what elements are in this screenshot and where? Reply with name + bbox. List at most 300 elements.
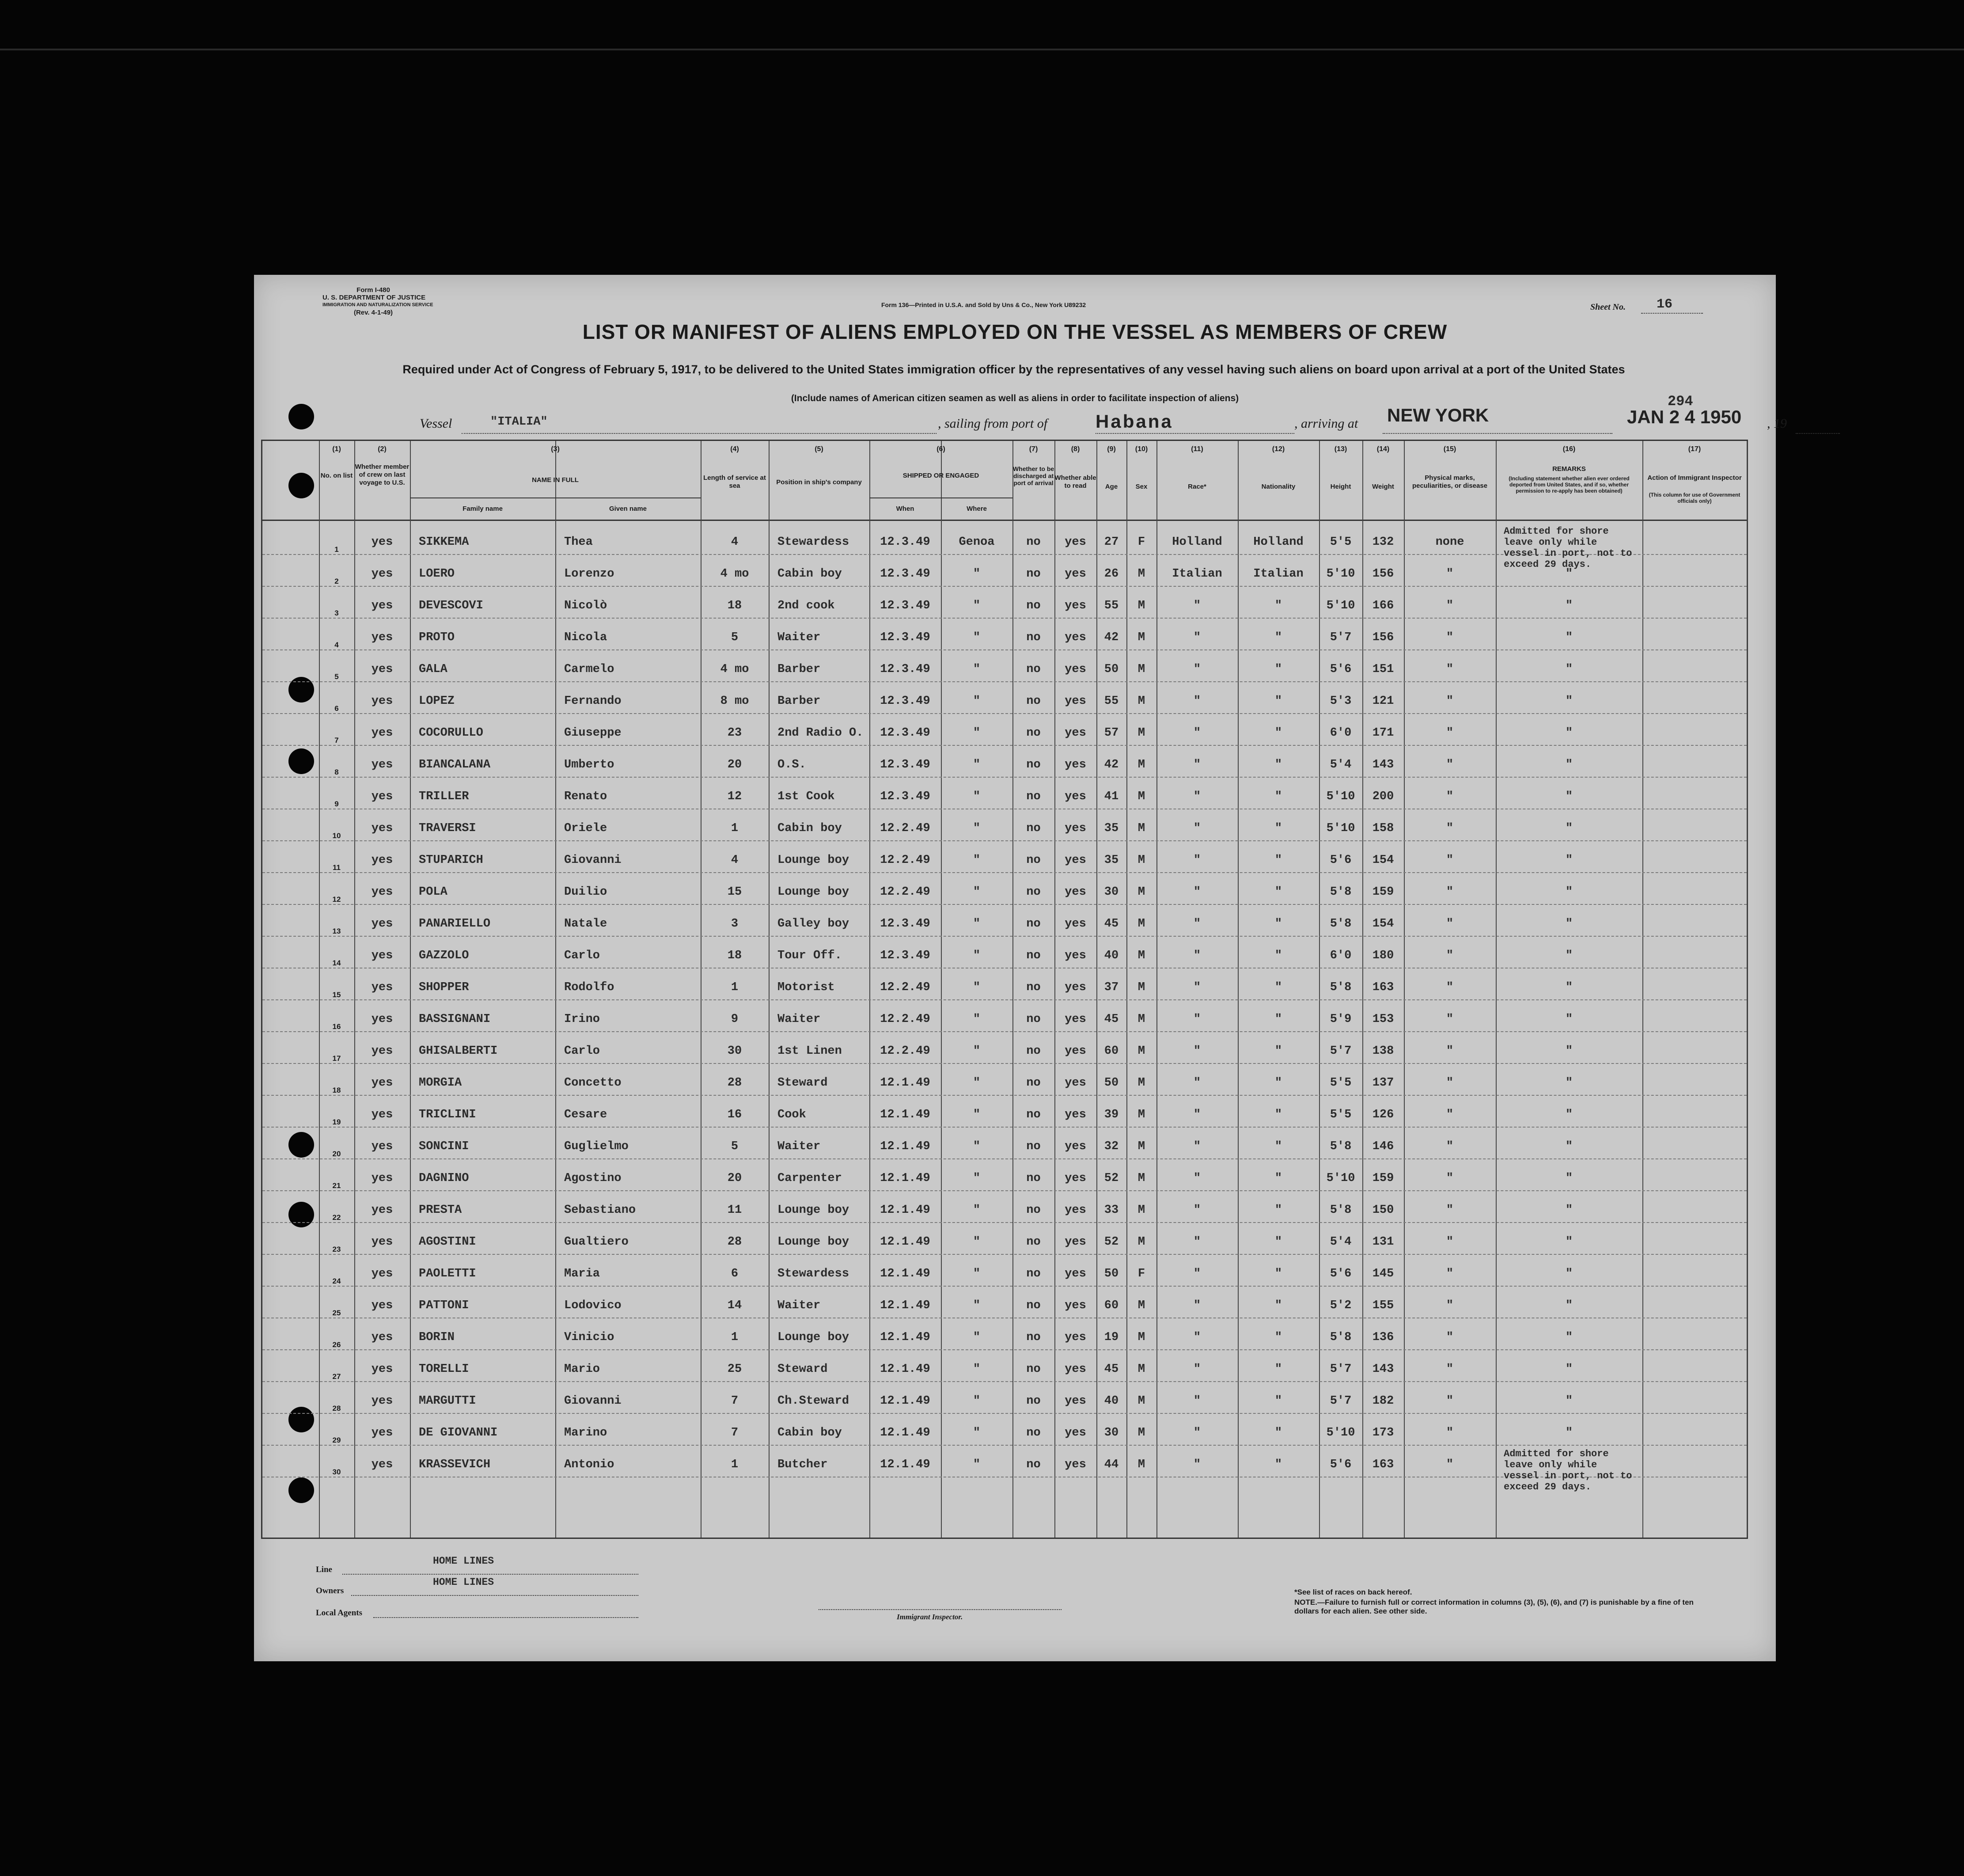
cell-given: Mario [564, 1363, 600, 1376]
cell-age: 30 [1104, 1426, 1119, 1439]
cell-age: 32 [1104, 1140, 1119, 1153]
cell-age: 55 [1104, 599, 1119, 612]
cell-marks: " [1446, 1013, 1454, 1026]
table-row [262, 1446, 1747, 1492]
cell-discharged: no [1026, 1013, 1041, 1026]
cell-position: Butcher [777, 1458, 828, 1471]
cell-service: 15 [727, 885, 742, 899]
row-number: 14 [332, 959, 341, 967]
row-number: 26 [332, 1341, 341, 1349]
sheet-number-label: Sheet No. [1590, 302, 1626, 312]
cell-service: 6 [731, 1267, 739, 1280]
cell-age: 33 [1104, 1204, 1119, 1217]
cell-given: Thea [564, 535, 593, 549]
cell-weight: 151 [1372, 663, 1394, 676]
cell-given: Umberto [564, 758, 614, 771]
table-row [262, 1318, 1747, 1350]
cell-read: yes [1065, 631, 1086, 644]
cell-where: " [973, 1044, 981, 1058]
table-row [262, 523, 1747, 570]
cell-read: yes [1065, 726, 1086, 740]
cell-discharged: no [1026, 631, 1041, 644]
cell-age: 52 [1104, 1172, 1119, 1185]
cell-read: yes [1065, 695, 1086, 708]
arriving-label: , arriving at [1294, 416, 1358, 431]
col-nationality: Nationality [1261, 483, 1296, 490]
cell-given: Lodovico [564, 1299, 622, 1312]
col-where: Where [967, 505, 987, 513]
cell-marks: " [1446, 885, 1454, 899]
cell-weight: 166 [1372, 599, 1394, 612]
cell-weight: 163 [1372, 1458, 1394, 1471]
cell-marks: " [1446, 981, 1454, 994]
cell-height: 5'6 [1330, 854, 1352, 867]
row-number: 20 [332, 1150, 341, 1158]
cell-nationality: " [1274, 1458, 1282, 1471]
cell-height: 5'9 [1330, 1013, 1352, 1026]
row-number: 16 [332, 1022, 341, 1031]
cell-discharged: no [1026, 1458, 1041, 1471]
cell-position: 1st Cook [777, 790, 835, 803]
cell-remarks: " [1565, 631, 1573, 644]
cell-position: Waiter [777, 1013, 821, 1026]
cell-position: Galley boy [777, 917, 849, 930]
cell-where: " [973, 1013, 981, 1026]
cell-where: " [973, 1204, 981, 1217]
line-rule [342, 1574, 638, 1575]
cell-weight: 154 [1372, 917, 1394, 930]
row-number: 19 [332, 1118, 341, 1126]
row-number: 30 [332, 1468, 341, 1476]
cell-crew: yes [371, 1331, 393, 1344]
cell-position: Stewardess [777, 1267, 849, 1280]
cell-marks: " [1446, 1044, 1454, 1058]
cell-read: yes [1065, 981, 1086, 994]
cell-discharged: no [1026, 758, 1041, 771]
cell-service: 30 [727, 1044, 742, 1058]
cell-race: " [1193, 1108, 1201, 1121]
cell-when: 12.3.49 [880, 949, 930, 962]
cell-where: " [973, 599, 981, 612]
cell-family: AGOSTINI [419, 1235, 476, 1249]
cell-position: Steward [777, 1076, 828, 1090]
cell-nationality: " [1274, 1013, 1282, 1026]
cell-where: Genoa [959, 535, 995, 549]
cell-service: 25 [727, 1363, 742, 1376]
cell-discharged: no [1026, 1331, 1041, 1344]
arrival-date-stamp: JAN 2 4 1950 [1627, 406, 1742, 427]
cell-given: Agostino [564, 1172, 622, 1185]
table-row [262, 1382, 1747, 1414]
cell-read: yes [1065, 1394, 1086, 1408]
cell-marks: " [1446, 599, 1454, 612]
cell-read: yes [1065, 1140, 1086, 1153]
col-inspector-instructions: (This column for use of Government officials only) [1649, 492, 1740, 504]
cell-nationality: " [1274, 822, 1282, 835]
cell-race: " [1193, 1044, 1201, 1058]
cell-nationality: " [1274, 758, 1282, 771]
cell-family: GAZZOLO [419, 949, 469, 962]
cell-sex: M [1137, 1044, 1145, 1058]
cell-nationality: " [1274, 1172, 1282, 1185]
cell-when: 12.2.49 [880, 1013, 930, 1026]
cell-when: 12.3.49 [880, 599, 930, 612]
cell-when: 12.1.49 [880, 1108, 930, 1121]
cell-given: Nicola [564, 631, 607, 644]
cell-where: " [973, 758, 981, 771]
table-row [262, 1255, 1747, 1287]
row-number: 22 [332, 1213, 341, 1222]
inspector-signature-line [819, 1609, 1062, 1610]
cell-discharged: no [1026, 1363, 1041, 1376]
cell-when: 12.3.49 [880, 567, 930, 581]
table-row [262, 1287, 1747, 1318]
cell-sex: M [1137, 1013, 1145, 1026]
cell-service: 18 [727, 949, 742, 962]
cell-where: " [973, 949, 981, 962]
cell-position: Barber [777, 663, 821, 676]
cell-race: Holland [1172, 535, 1222, 549]
cell-race: " [1193, 1076, 1201, 1090]
cell-where: " [973, 1363, 981, 1376]
row-number: 6 [334, 704, 339, 713]
cell-family: STUPARICH [419, 854, 483, 867]
cell-crew: yes [371, 790, 393, 803]
cell-nationality: " [1274, 1426, 1282, 1439]
manifest-sheet [254, 275, 1787, 1661]
cell-read: yes [1065, 1044, 1086, 1058]
cell-crew: yes [371, 1044, 393, 1058]
cell-discharged: no [1026, 885, 1041, 899]
cell-marks: " [1446, 1172, 1454, 1185]
cell-race: " [1193, 917, 1201, 930]
vessel-label: Vessel [420, 416, 452, 431]
cell-where: " [973, 631, 981, 644]
cell-weight: 182 [1372, 1394, 1394, 1408]
cell-marks: " [1446, 1108, 1454, 1121]
cell-remarks: " [1565, 726, 1573, 740]
cell-when: 12.2.49 [880, 981, 930, 994]
cell-height: 5'10 [1326, 1426, 1355, 1439]
cell-sex: M [1137, 917, 1145, 930]
cell-where: " [973, 1267, 981, 1280]
table-row [262, 841, 1747, 873]
cell-when: 12.3.49 [880, 535, 930, 549]
cell-height: 5'8 [1330, 917, 1352, 930]
cell-sex: M [1137, 663, 1145, 676]
table-row [262, 619, 1747, 650]
cell-age: 50 [1104, 1267, 1119, 1280]
cell-race: " [1193, 1331, 1201, 1344]
cell-read: yes [1065, 1108, 1086, 1121]
cell-height: 5'5 [1330, 1076, 1352, 1090]
cell-weight: 143 [1372, 1363, 1394, 1376]
cell-crew: yes [371, 854, 393, 867]
col-given-name: Given name [609, 505, 647, 513]
cell-given: Renato [564, 790, 607, 803]
cell-given: Oriele [564, 822, 607, 835]
cell-given: Concetto [564, 1076, 622, 1090]
row-number: 15 [332, 991, 341, 999]
cell-given: Sebastiano [564, 1204, 636, 1217]
table-row [262, 1064, 1747, 1096]
cell-where: " [973, 1108, 981, 1121]
cell-service: 23 [727, 726, 742, 740]
cell-age: 52 [1104, 1235, 1119, 1249]
cell-nationality: Italian [1253, 567, 1304, 581]
cell-marks: " [1446, 822, 1454, 835]
cell-family: GALA [419, 663, 447, 676]
cell-read: yes [1065, 1204, 1086, 1217]
col-shipped-or-engaged: SHIPPED OR ENGAGED [902, 472, 979, 479]
cell-crew: yes [371, 567, 393, 581]
cell-weight: 200 [1372, 790, 1394, 803]
cell-given: Vinicio [564, 1331, 614, 1344]
cell-crew: yes [371, 695, 393, 708]
col17-number: (17) [1688, 445, 1701, 453]
cell-position: Lounge boy [777, 885, 849, 899]
cell-height: 5'10 [1326, 822, 1355, 835]
cell-discharged: no [1026, 1267, 1041, 1280]
cell-marks: " [1446, 726, 1454, 740]
cell-read: yes [1065, 663, 1086, 676]
cell-discharged: no [1026, 535, 1041, 549]
col-when: When [896, 505, 914, 513]
cell-nationality: " [1274, 1267, 1282, 1280]
cell-weight: 159 [1372, 885, 1394, 899]
cell-when: 12.3.49 [880, 790, 930, 803]
cell-weight: 138 [1372, 1044, 1394, 1058]
cell-where: " [973, 1331, 981, 1344]
cell-when: 12.3.49 [880, 663, 930, 676]
cell-race: " [1193, 599, 1201, 612]
cell-race: " [1193, 790, 1201, 803]
cell-nationality: " [1274, 1076, 1282, 1090]
cell-crew: yes [371, 758, 393, 771]
cell-where: " [973, 1140, 981, 1153]
cell-height: 5'6 [1330, 1458, 1352, 1471]
cell-age: 40 [1104, 1394, 1119, 1408]
cell-service: 5 [731, 1140, 739, 1153]
cell-where: " [973, 1299, 981, 1312]
cell-height: 5'8 [1330, 1331, 1352, 1344]
cell-position: Stewardess [777, 535, 849, 549]
col-length-of-service: Length of service at sea [703, 474, 766, 490]
cell-sex: M [1137, 1076, 1145, 1090]
cell-age: 41 [1104, 790, 1119, 803]
cell-family: DE GIOVANNI [419, 1426, 498, 1439]
cell-read: yes [1065, 1331, 1086, 1344]
cell-discharged: no [1026, 822, 1041, 835]
arriving-line [1383, 433, 1612, 434]
cell-race: " [1193, 1204, 1201, 1217]
cell-service: 7 [731, 1394, 739, 1408]
cell-family: GHISALBERTI [419, 1044, 498, 1058]
cell-crew: yes [371, 1426, 393, 1439]
cell-where: " [973, 1172, 981, 1185]
cell-marks: " [1446, 1299, 1454, 1312]
cell-read: yes [1065, 885, 1086, 899]
cell-discharged: no [1026, 917, 1041, 930]
cell-height: 5'7 [1330, 1363, 1352, 1376]
cell-position: Ch.Steward [777, 1394, 849, 1408]
cell-read: yes [1065, 949, 1086, 962]
cell-marks: " [1446, 1363, 1454, 1376]
cell-when: 12.1.49 [880, 1076, 930, 1090]
cell-nationality: " [1274, 1394, 1282, 1408]
cell-position: 2nd Radio O. [777, 726, 864, 740]
cell-remarks: Admitted for shore leave only while vessel in port, not to exceed 29 days. [1504, 526, 1632, 570]
cell-race: " [1193, 1394, 1201, 1408]
cell-sex: M [1137, 885, 1145, 899]
line-value: HOME LINES [433, 1555, 494, 1567]
row-number: 10 [332, 832, 341, 840]
stamp-number: 294 [1668, 393, 1693, 410]
cell-marks: " [1446, 631, 1454, 644]
cell-marks: " [1446, 1331, 1454, 1344]
cell-discharged: no [1026, 1426, 1041, 1439]
cell-remarks: " [1565, 949, 1573, 962]
col16-number: (16) [1562, 445, 1576, 453]
table-row [262, 905, 1747, 937]
cell-when: 12.1.49 [880, 1204, 930, 1217]
cell-age: 57 [1104, 726, 1119, 740]
cell-remarks: " [1565, 1331, 1573, 1344]
vessel-line [462, 433, 937, 434]
cell-race: " [1193, 1013, 1201, 1026]
cell-position: Lounge boy [777, 854, 849, 867]
cell-crew: yes [371, 1013, 393, 1026]
cell-position: Cabin boy [777, 822, 842, 835]
cell-remarks: " [1565, 981, 1573, 994]
col15-number: (15) [1443, 445, 1456, 453]
cell-service: 14 [727, 1299, 742, 1312]
cell-remarks: " [1565, 695, 1573, 708]
row-number: 13 [332, 927, 341, 935]
cell-when: 12.1.49 [880, 1299, 930, 1312]
cell-nationality: " [1274, 949, 1282, 962]
cell-crew: yes [371, 631, 393, 644]
cell-when: 12.1.49 [880, 1394, 930, 1408]
cell-when: 12.1.49 [880, 1235, 930, 1249]
cell-remarks: " [1565, 1172, 1573, 1185]
cell-weight: 156 [1372, 567, 1394, 581]
cell-remarks: Admitted for shore leave only while vessel in port, not to exceed 29 days. [1504, 1448, 1632, 1492]
cell-given: Maria [564, 1267, 600, 1280]
cell-given: Irino [564, 1013, 600, 1026]
cell-where: " [973, 822, 981, 835]
local-agents-label: Local Agents [316, 1608, 363, 1618]
cell-given: Carmelo [564, 663, 614, 676]
cell-discharged: no [1026, 949, 1041, 962]
cell-nationality: " [1274, 885, 1282, 899]
cell-read: yes [1065, 1076, 1086, 1090]
col5-number: (5) [815, 445, 823, 453]
cell-height: 6'0 [1330, 949, 1352, 962]
cell-marks: " [1446, 1426, 1454, 1439]
cell-race: Italian [1172, 567, 1222, 581]
cell-height: 5'4 [1330, 758, 1352, 771]
cell-sex: M [1137, 1235, 1145, 1249]
cell-sex: M [1137, 790, 1145, 803]
col3-number: (3) [551, 445, 560, 453]
cell-discharged: no [1026, 790, 1041, 803]
arriving-port: NEW YORK [1387, 405, 1489, 425]
header-rule [262, 520, 1747, 521]
cell-weight: 173 [1372, 1426, 1394, 1439]
cell-crew: yes [371, 1172, 393, 1185]
cell-marks: " [1446, 949, 1454, 962]
cell-age: 42 [1104, 758, 1119, 771]
cell-weight: 136 [1372, 1331, 1394, 1344]
cell-when: 12.1.49 [880, 1458, 930, 1471]
cell-where: " [973, 1235, 981, 1249]
cell-crew: yes [371, 981, 393, 994]
cell-race: " [1193, 1363, 1201, 1376]
cell-sex: M [1137, 1140, 1145, 1153]
page-subnote: (Include names of American citizen seamen as well as aliens in order to facilitate inspection of aliens) [791, 393, 1239, 403]
cell-weight: 126 [1372, 1108, 1394, 1121]
cell-when: 12.1.49 [880, 1140, 930, 1153]
cell-family: TRAVERSI [419, 822, 476, 835]
cell-read: yes [1065, 1013, 1086, 1026]
cell-read: yes [1065, 1267, 1086, 1280]
cell-service: 28 [727, 1076, 742, 1090]
col-inspector-action: Action of Immigrant Inspector [1647, 474, 1742, 482]
cell-marks: " [1446, 663, 1454, 676]
cell-given: Carlo [564, 949, 600, 962]
cell-family: LOPEZ [419, 695, 455, 708]
cell-given: Fernando [564, 695, 622, 708]
page-subtitle: Required under Act of Congress of February 5, 1917, to be delivered to the United States immigration officer by the representatives of any vessel having such aliens on board upon arrival at a port of the United States [402, 363, 1625, 376]
cell-race: " [1193, 1267, 1201, 1280]
col14-number: (14) [1376, 445, 1390, 453]
cell-family: TRICLINI [419, 1108, 476, 1121]
cell-given: Antonio [564, 1458, 614, 1471]
row-number: 29 [332, 1436, 341, 1444]
cell-age: 19 [1104, 1331, 1119, 1344]
cell-age: 45 [1104, 1013, 1119, 1026]
cell-race: " [1193, 695, 1201, 708]
cell-service: 4 mo [720, 663, 749, 676]
cell-nationality: " [1274, 1331, 1282, 1344]
cell-read: yes [1065, 1299, 1086, 1312]
cell-crew: yes [371, 599, 393, 612]
cell-family: BIANCALANA [419, 758, 491, 771]
cell-crew: yes [371, 726, 393, 740]
cell-weight: 171 [1372, 726, 1394, 740]
cell-crew: yes [371, 1204, 393, 1217]
col-discharged: Whether to be discharged at port of arrival [1012, 465, 1054, 486]
cell-read: yes [1065, 1235, 1086, 1249]
cell-remarks: " [1565, 1013, 1573, 1026]
cell-where: " [973, 854, 981, 867]
cell-read: yes [1065, 1426, 1086, 1439]
cell-sex: F [1137, 535, 1145, 549]
cell-nationality: " [1274, 1108, 1282, 1121]
cell-discharged: no [1026, 1394, 1041, 1408]
cell-crew: yes [371, 917, 393, 930]
cell-race: " [1193, 1299, 1201, 1312]
cell-when: 12.3.49 [880, 917, 930, 930]
cell-service: 4 [731, 854, 739, 867]
owners-value: HOME LINES [433, 1576, 494, 1588]
cell-height: 5'7 [1330, 631, 1352, 644]
cell-weight: 150 [1372, 1204, 1394, 1217]
cell-when: 12.3.49 [880, 631, 930, 644]
cell-race: " [1193, 981, 1201, 994]
cell-remarks: " [1565, 854, 1573, 867]
